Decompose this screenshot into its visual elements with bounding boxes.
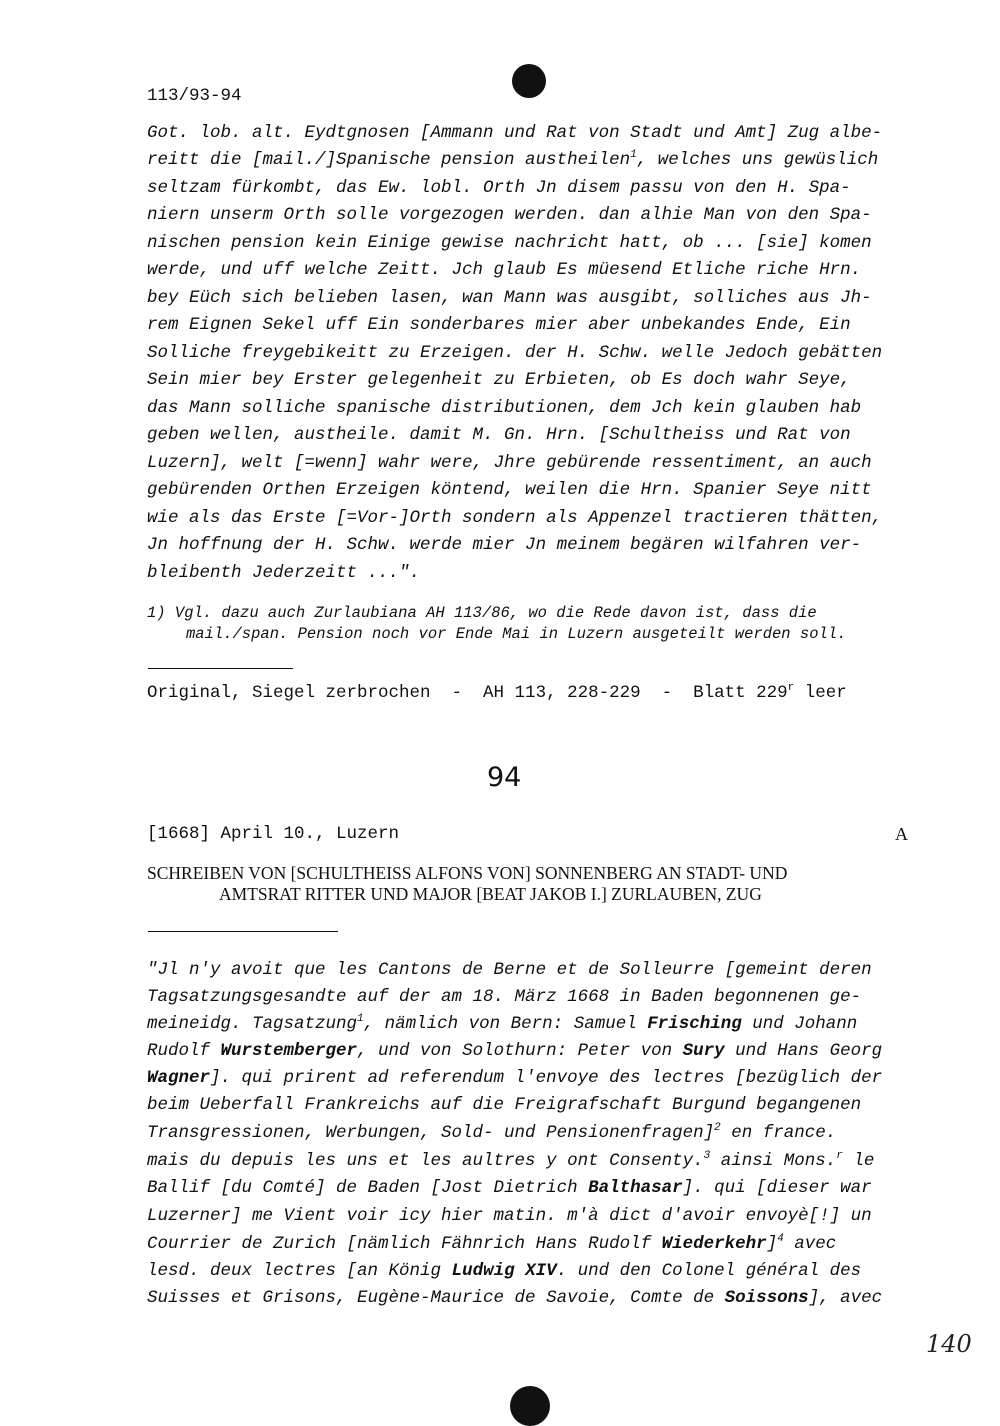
text-line: seltzam fürkombt, das Ew. lobl. Orth Jn disem passu von den H. Spa- xyxy=(147,178,851,198)
text-segment: ], avec xyxy=(808,1288,883,1308)
text-segment: Ballif [du Comté] de Baden [Jost Dietrich xyxy=(147,1178,589,1198)
text-segment: und Hans Georg xyxy=(724,1041,883,1061)
text-line: beim Ueberfall Frankreichs auf die Freigrafschaft Burgund begangenen xyxy=(147,1095,862,1115)
text-segment: ] xyxy=(766,1234,778,1254)
text-line xyxy=(147,1288,882,1308)
footnote-marker: 1 xyxy=(357,1013,364,1025)
text-segment: Rudolf xyxy=(147,1041,221,1061)
person-name: Balthasar xyxy=(588,1178,683,1198)
document-date-place: [1668] April 10., Luzern xyxy=(147,824,400,844)
binding-hole-dot xyxy=(512,64,546,98)
text-segment: Courrier de Zurich [nämlich Fähnrich Hans Rudolf xyxy=(147,1234,662,1254)
text-line: Got. lob. alt. Eydtgnosen [Ammann und Rat von Stadt und Amt] Zug albe- xyxy=(147,123,883,143)
text-segment: ]. qui prirent ad referendum l'envoye des lectres [bezüglich der xyxy=(210,1068,883,1088)
text-segment: lesd. deux lectres [an König xyxy=(147,1261,452,1281)
text-line: gebürenden Orthen Erzeigen köntend, weilen die Hrn. Spanier Seye nitt xyxy=(147,480,872,500)
source-note xyxy=(147,683,847,703)
document-title: SCHREIBEN VON [SCHULTHEISS ALFONS VON] SONNENBERG AN STADT- UND xyxy=(147,863,788,883)
text-segment: , nämlich von Bern: Samuel xyxy=(363,1014,648,1034)
document-title-continuation: AMTSRAT RITTER UND MAJOR [BEAT JAKOB I.] ZURLAUBEN, ZUG xyxy=(219,884,762,904)
text-line: wie als das Erste [=Vor-]Orth sondern als Appenzel tractieren thätten, xyxy=(147,508,883,528)
text-line: bey Eüch sich belieben lasen, wan Mann was ausgibt, solliches aus Jh- xyxy=(147,288,872,308)
person-name: Sury xyxy=(682,1041,725,1061)
person-name: Wagner xyxy=(147,1068,211,1088)
text-line: Jn hoffnung der H. Schw. werde mier Jn meinem begären wilfahren ver- xyxy=(147,535,862,555)
footnote-continuation: mail./span. Pension noch vor Ende Mai in Luzern ausgeteilt werden soll. xyxy=(186,625,847,643)
handwritten-page-number: 140 xyxy=(926,1330,972,1358)
superscript: r xyxy=(836,1150,843,1162)
text-line: Sein mier bey Erster gelegenheit zu Erbieten, ob Es doch wahr Seye, xyxy=(147,370,851,390)
text-segment: und Johann xyxy=(741,1014,858,1034)
text-segment: mais du depuis les uns et les aultres y ont Consenty. xyxy=(147,1151,704,1171)
text-line: nischen pension kein Einige gewise nachricht hatt, ob ... [sie] komen xyxy=(147,233,872,253)
text-line: niern unserm Orth solle vorgezogen werden. dan alhie Man von den Spa- xyxy=(147,205,872,225)
text-segment: meineidg. Tagsatzung xyxy=(147,1014,358,1034)
person-name: Wiederkehr xyxy=(661,1234,767,1254)
source-text-end: leer xyxy=(794,683,847,703)
footnote: 1) Vgl. dazu auch Zurlaubiana AH 113/86, wo die Rede davon ist, dass die xyxy=(147,604,817,622)
person-name: Frisching xyxy=(647,1014,742,1034)
document-class-letter: A xyxy=(895,824,908,844)
text-line xyxy=(147,1178,872,1198)
text-segment: . und den Colonel général des xyxy=(556,1261,862,1281)
text-line xyxy=(147,1234,836,1254)
source-text: Original, Siegel zerbrochen - AH 113, 228-229 - Blatt 229 xyxy=(147,683,788,703)
text-line: Solliche freygebikeitt zu Erzeigen. der H. Schw. welle Jedoch gebätten xyxy=(147,343,883,363)
text-segment: en france. xyxy=(720,1123,837,1143)
text-segment: reitt die [mail./]Spanische pension austheilen xyxy=(147,150,631,170)
text-line: Tagsatzungsgesandte auf der am 18. März 1668 in Baden begonnenen ge- xyxy=(147,987,862,1007)
document-number: 94 xyxy=(487,762,522,793)
file-reference: 113/93-94 xyxy=(147,86,242,106)
text-line: das Mann solliche spanische distributionen, dem Jch kein glauben hab xyxy=(147,398,862,418)
person-name: Soissons xyxy=(724,1288,809,1308)
text-line xyxy=(147,1014,857,1034)
text-segment: Transgressionen, Werbungen, Sold- und Pensionenfragen] xyxy=(147,1123,715,1143)
footnote-marker: 4 xyxy=(777,1233,784,1245)
text-segment: , welches uns gewüslich xyxy=(636,150,879,170)
text-segment: ainsi Mons. xyxy=(710,1151,837,1171)
text-line: rem Eignen Sekel uff Ein sonderbares mier aber unbekandes Ende, Ein xyxy=(147,315,851,335)
text-line: bleibenth Jederzeitt ...". xyxy=(147,563,421,583)
text-line xyxy=(147,1151,874,1171)
text-line: werde, und uff welche Zeitt. Jch glaub Es müesend Etliche riche Hrn. xyxy=(147,260,862,280)
text-line xyxy=(147,1123,836,1143)
text-segment: ]. qui [dieser war xyxy=(682,1178,872,1198)
separator-rule xyxy=(148,931,338,932)
recto-marker: r xyxy=(787,682,795,694)
text-line xyxy=(147,150,878,170)
text-segment: Suisses et Grisons, Eugène-Maurice de Savoie, Comte de xyxy=(147,1288,725,1308)
text-line: Luzern], welt [=wenn] wahr were, Jhre gebürende ressentiment, an auch xyxy=(147,453,872,473)
text-line xyxy=(147,1068,882,1088)
text-line: "Jl n'y avoit que les Cantons de Berne et de Solleurre [gemeint deren xyxy=(147,960,872,980)
binding-hole-dot xyxy=(510,1386,550,1426)
person-name: Wurstemberger xyxy=(220,1041,358,1061)
text-segment: le xyxy=(842,1151,875,1171)
person-name: Ludwig XIV xyxy=(451,1261,557,1281)
separator-rule xyxy=(148,668,293,669)
text-line: Luzerner] me Vient voir icy hier matin. m'à dict d'avoir envoyè[!] un xyxy=(147,1206,872,1226)
text-line xyxy=(147,1261,861,1281)
text-segment: avec xyxy=(783,1234,837,1254)
text-line: geben wellen, austheile. damit M. Gn. Hrn. [Schultheiss und Rat von xyxy=(147,425,851,445)
footnote-marker: 2 xyxy=(714,1122,721,1134)
footnote-marker: 3 xyxy=(703,1150,711,1162)
footnote-marker: 1 xyxy=(630,149,637,161)
text-line xyxy=(147,1041,882,1061)
text-segment: , und von Solothurn: Peter von xyxy=(357,1041,683,1061)
